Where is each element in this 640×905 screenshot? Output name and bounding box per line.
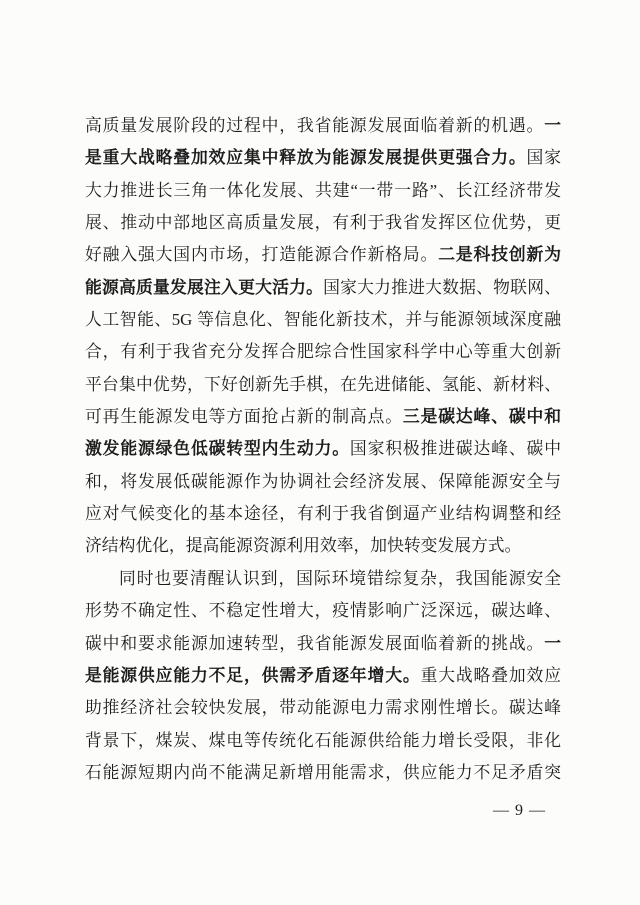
text-run: 同时也要清醒认识到，国际环境错综复杂，我国能源安全 bbox=[119, 568, 561, 588]
document-line bbox=[85, 110, 561, 142]
text-run: 济结构优化，提高能源资源利用效率，加快转变发展方式。 bbox=[85, 536, 522, 556]
text-run: 好融入强大国内市场，打造能源合作新格局。 bbox=[85, 245, 439, 265]
text-run: 碳中和要求能源加速转型，我省能源发展面临着新的挑战。 bbox=[85, 633, 545, 653]
emphasis-text-run: 三是碳达峰、碳中和 bbox=[402, 407, 561, 427]
emphasis-text-run: 能源高质量发展注入更大活力。 bbox=[85, 277, 324, 297]
text-run: 石能源短期内尚不能满足新增用能需求，供应能力不足矛盾突 bbox=[85, 762, 561, 782]
emphasis-text-run: 激发能源绿色低碳转型内生动力。 bbox=[85, 439, 350, 459]
text-run: 重大战略叠加效应 bbox=[420, 665, 561, 685]
document-text bbox=[85, 110, 561, 789]
text-run: 国家大力推进大数据、物联网、 bbox=[323, 277, 561, 297]
emphasis-text-run: 一 bbox=[544, 116, 561, 135]
text-run: 大力推进长三角一体化发展、共建“一带一路”、长江经济带发 bbox=[85, 180, 561, 200]
document-line bbox=[85, 628, 561, 660]
document-line bbox=[85, 466, 561, 498]
document-line bbox=[85, 175, 561, 207]
document-line bbox=[85, 530, 561, 562]
text-run: 和，将发展低碳能源作为协调社会经济发展、保障能源安全与 bbox=[85, 471, 561, 491]
emphasis-text-run: 是重大战略叠加效应集中释放为能源发展提供更强合力。 bbox=[85, 148, 527, 168]
text-run: 人工智能、5G 等信息化、智能化新技术，并与能源领域深度融 bbox=[85, 310, 561, 330]
document-line bbox=[85, 401, 561, 433]
document-line bbox=[85, 272, 561, 304]
document-line bbox=[85, 757, 561, 789]
emphasis-text-run: 二是科技创新为 bbox=[438, 245, 561, 265]
text-run: 高质量发展阶段的过程中，我省能源发展面临着新的机遇。 bbox=[85, 116, 545, 135]
document-line bbox=[85, 692, 561, 724]
document-line bbox=[85, 498, 561, 530]
document-line bbox=[85, 207, 561, 239]
document-line bbox=[85, 725, 561, 757]
text-run: 国家 bbox=[526, 148, 561, 168]
text-run: 国家积极推进碳达峰、碳中 bbox=[349, 439, 561, 459]
document-line bbox=[85, 433, 561, 465]
document-line bbox=[85, 595, 561, 627]
document-line bbox=[85, 142, 561, 174]
emphasis-text-run: 是能源供应能力不足，供需矛盾逐年增大。 bbox=[85, 665, 421, 685]
page-number: — 9 — bbox=[493, 802, 546, 819]
document-line bbox=[85, 369, 561, 401]
emphasis-text-run: 一 bbox=[544, 633, 561, 653]
text-run: 应对气候变化的基本途径，有利于我省倒逼产业结构调整和经 bbox=[85, 504, 561, 524]
text-run: 展、推动中部地区高质量发展，有利于我省发挥区位优势，更 bbox=[85, 213, 561, 233]
document-line bbox=[85, 660, 561, 692]
text-run: 可再生能源发电等方面抢占新的制高点。 bbox=[85, 407, 403, 427]
text-run: 助推经济社会较快发展，带动能源电力需求刚性增长。碳达峰 bbox=[85, 698, 561, 718]
text-run: 背景下，煤炭、煤电等传统化石能源供给能力增长受限，非化 bbox=[85, 730, 561, 750]
text-run: 平台集中优势，下好创新先手棋，在先进储能、氢能、新材料、 bbox=[85, 374, 561, 394]
document-line bbox=[85, 336, 561, 368]
document-line bbox=[85, 239, 561, 271]
document-line bbox=[85, 563, 561, 595]
text-run: 形势不确定性、不稳定性增大，疫情影响广泛深远，碳达峰、 bbox=[85, 601, 561, 621]
text-run: 合，有利于我省充分发挥合肥综合性国家科学中心等重大创新 bbox=[85, 342, 561, 362]
document-line bbox=[85, 304, 561, 336]
